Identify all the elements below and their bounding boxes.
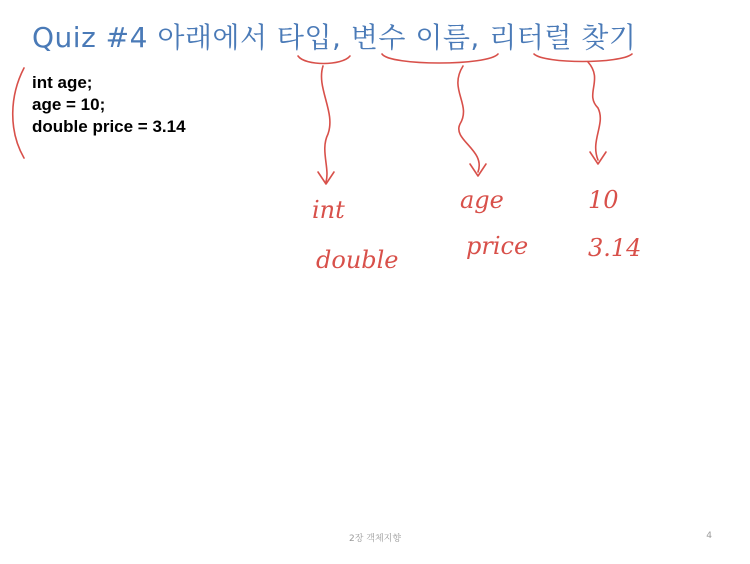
slide-title: Quiz #4 아래에서 타입, 변수 이름, 리터럴 찾기 bbox=[32, 21, 637, 54]
code-line: age = 10; bbox=[32, 95, 106, 114]
underline-type bbox=[298, 56, 350, 64]
code-line: double price = 3.14 bbox=[32, 117, 186, 136]
underline-literal bbox=[534, 54, 632, 62]
arrow-literal bbox=[588, 62, 600, 160]
answer-type-1: int bbox=[312, 196, 345, 224]
answer-variable-1: age bbox=[460, 186, 504, 214]
code-line: int age; bbox=[32, 73, 93, 92]
arrow-variable bbox=[458, 66, 479, 172]
underline-variable bbox=[382, 54, 498, 63]
answer-type-2: double bbox=[316, 246, 399, 274]
answer-literal-1: 10 bbox=[588, 186, 619, 214]
arrow-type bbox=[321, 66, 329, 182]
code-bracket bbox=[13, 68, 24, 158]
answer-variable-2: price bbox=[466, 232, 529, 260]
page-number: 4 bbox=[706, 531, 712, 541]
answer-literal-2: 3.14 bbox=[588, 234, 642, 262]
slide-footer: 2장 객체지향 bbox=[348, 534, 402, 544]
